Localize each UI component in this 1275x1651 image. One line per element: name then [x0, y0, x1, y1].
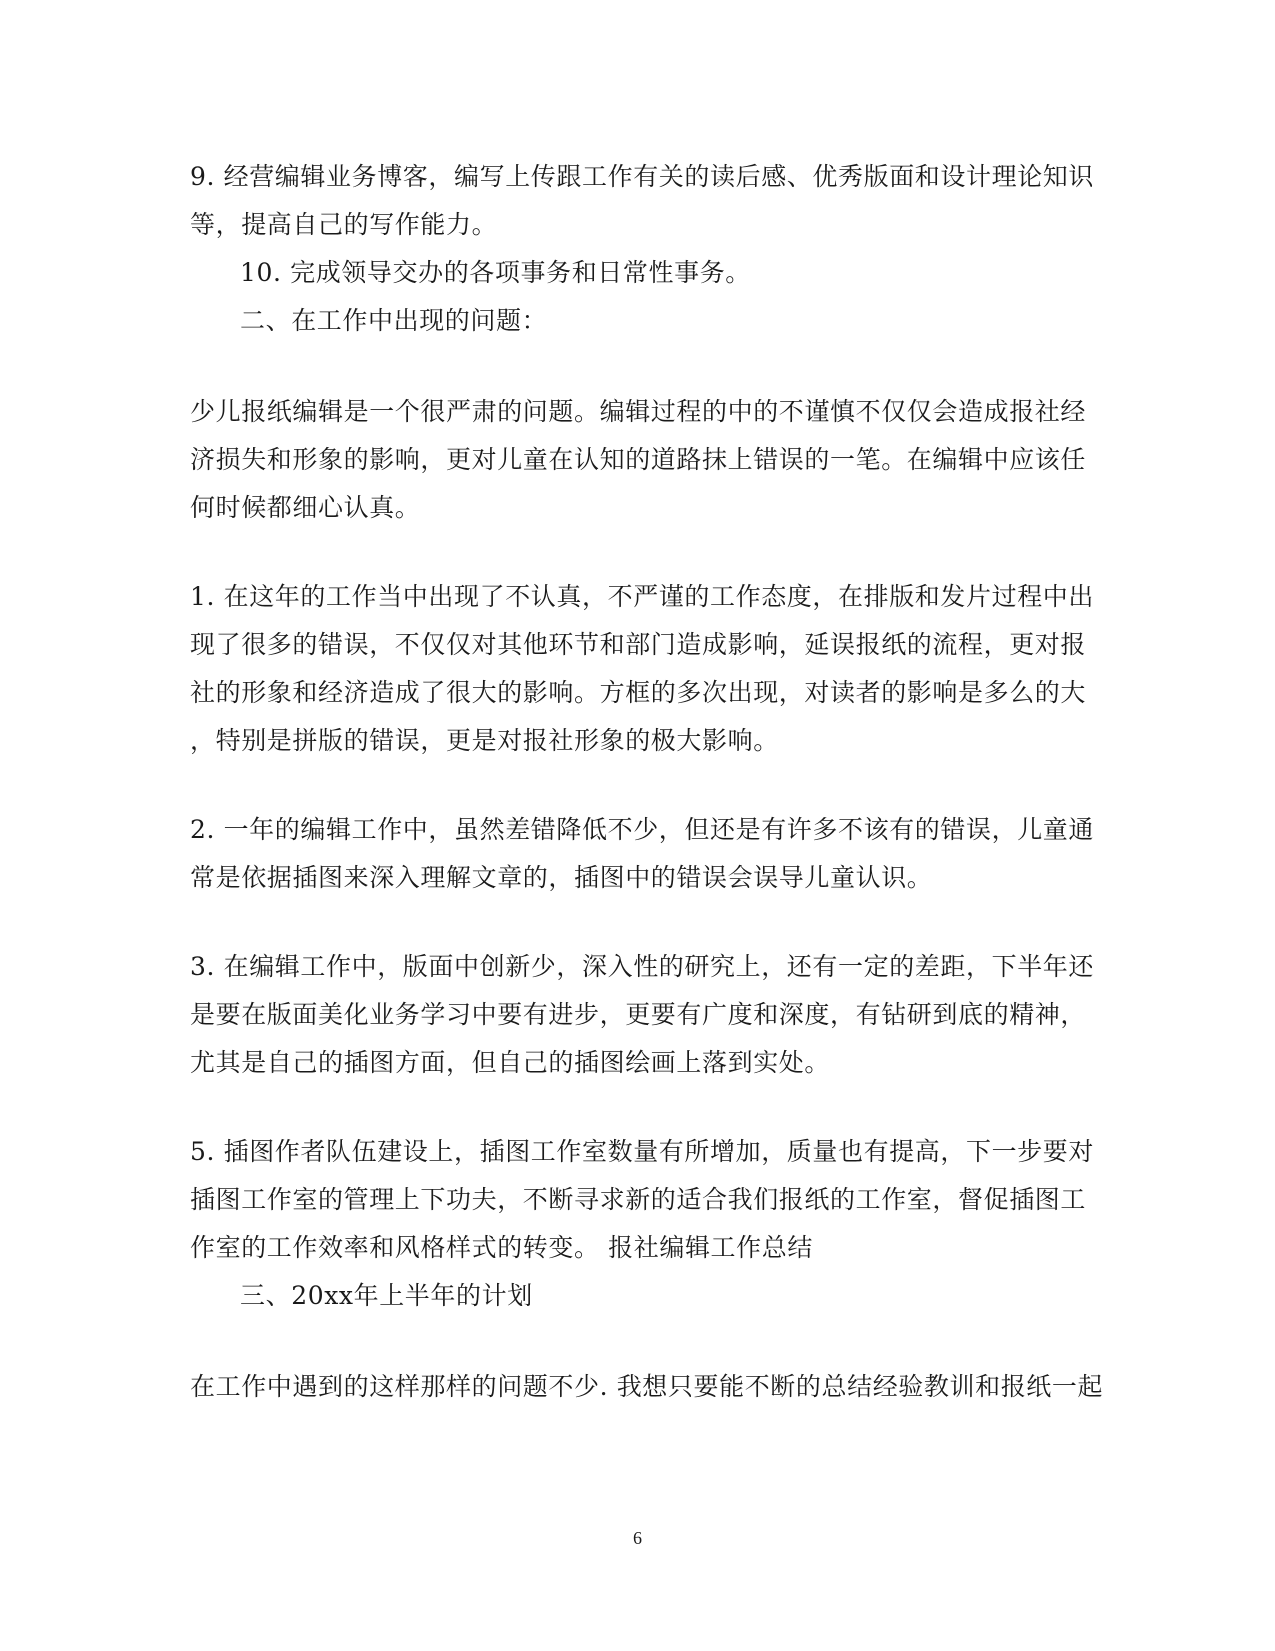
paragraph-line: 2. 一年的编辑工作中，虽然差错降低不少，但还是有许多不该有的错误，儿童通: [190, 815, 1095, 844]
paragraph-line: 插图工作室的管理上下功夫，不断寻求新的适合我们报纸的工作室，督促插图工: [190, 1185, 1087, 1214]
paragraph-line: 是要在版面美化业务学习中要有进步，更要有广度和深度，有钻研到底的精神，: [190, 1000, 1087, 1029]
paragraph-line: 等，提高自己的写作能力。: [190, 210, 498, 239]
section-heading: 三、20xx年上半年的计划: [240, 1281, 533, 1310]
paragraph-line: 作室的工作效率和风格样式的转变。 报社编辑工作总结: [190, 1233, 813, 1262]
section-heading: 二、在工作中出现的问题：: [240, 306, 548, 335]
paragraph-line: 社的形象和经济造成了很大的影响。方框的多次出现，对读者的影响是多么的大: [190, 678, 1087, 707]
paragraph-line: 何时候都细心认真。: [190, 493, 421, 522]
paragraph-line: 在工作中遇到的这样那样的问题不少. 我想只要能不断的总结经验教训和报纸一起: [190, 1372, 1104, 1401]
paragraph-line: ，特别是拼版的错误，更是对报社形象的极大影响。: [190, 726, 779, 755]
paragraph-line: 济损失和形象的影响，更对儿童在认知的道路抹上错误的一笔。在编辑中应该任: [190, 445, 1087, 474]
paragraph-line: 9. 经营编辑业务博客，编写上传跟工作有关的读后感、优秀版面和设计理论知识: [190, 162, 1095, 191]
paragraph-line: 少儿报纸编辑是一个很严肃的问题。编辑过程的中的不谨慎不仅仅会造成报社经: [190, 397, 1087, 426]
page-number: 6: [633, 1528, 642, 1548]
paragraph-line: 3. 在编辑工作中，版面中创新少，深入性的研究上，还有一定的差距，下半年还: [190, 952, 1095, 981]
paragraph-line: 常是依据插图来深入理解文章的，插图中的错误会误导儿童认识。: [190, 863, 933, 892]
paragraph-line: 5. 插图作者队伍建设上，插图工作室数量有所增加，质量也有提高，下一步要对: [190, 1137, 1095, 1166]
paragraph-line: 1. 在这年的工作当中出现了不认真，不严谨的工作态度，在排版和发片过程中出: [190, 582, 1095, 611]
paragraph-line: 现了很多的错误，不仅仅对其他环节和部门造成影响，延误报纸的流程，更对报: [190, 630, 1087, 659]
paragraph-line: 10. 完成领导交办的各项事务和日常性事务。: [240, 258, 751, 287]
paragraph-line: 尤其是自己的插图方面，但自己的插图绘画上落到实处。: [190, 1048, 831, 1077]
